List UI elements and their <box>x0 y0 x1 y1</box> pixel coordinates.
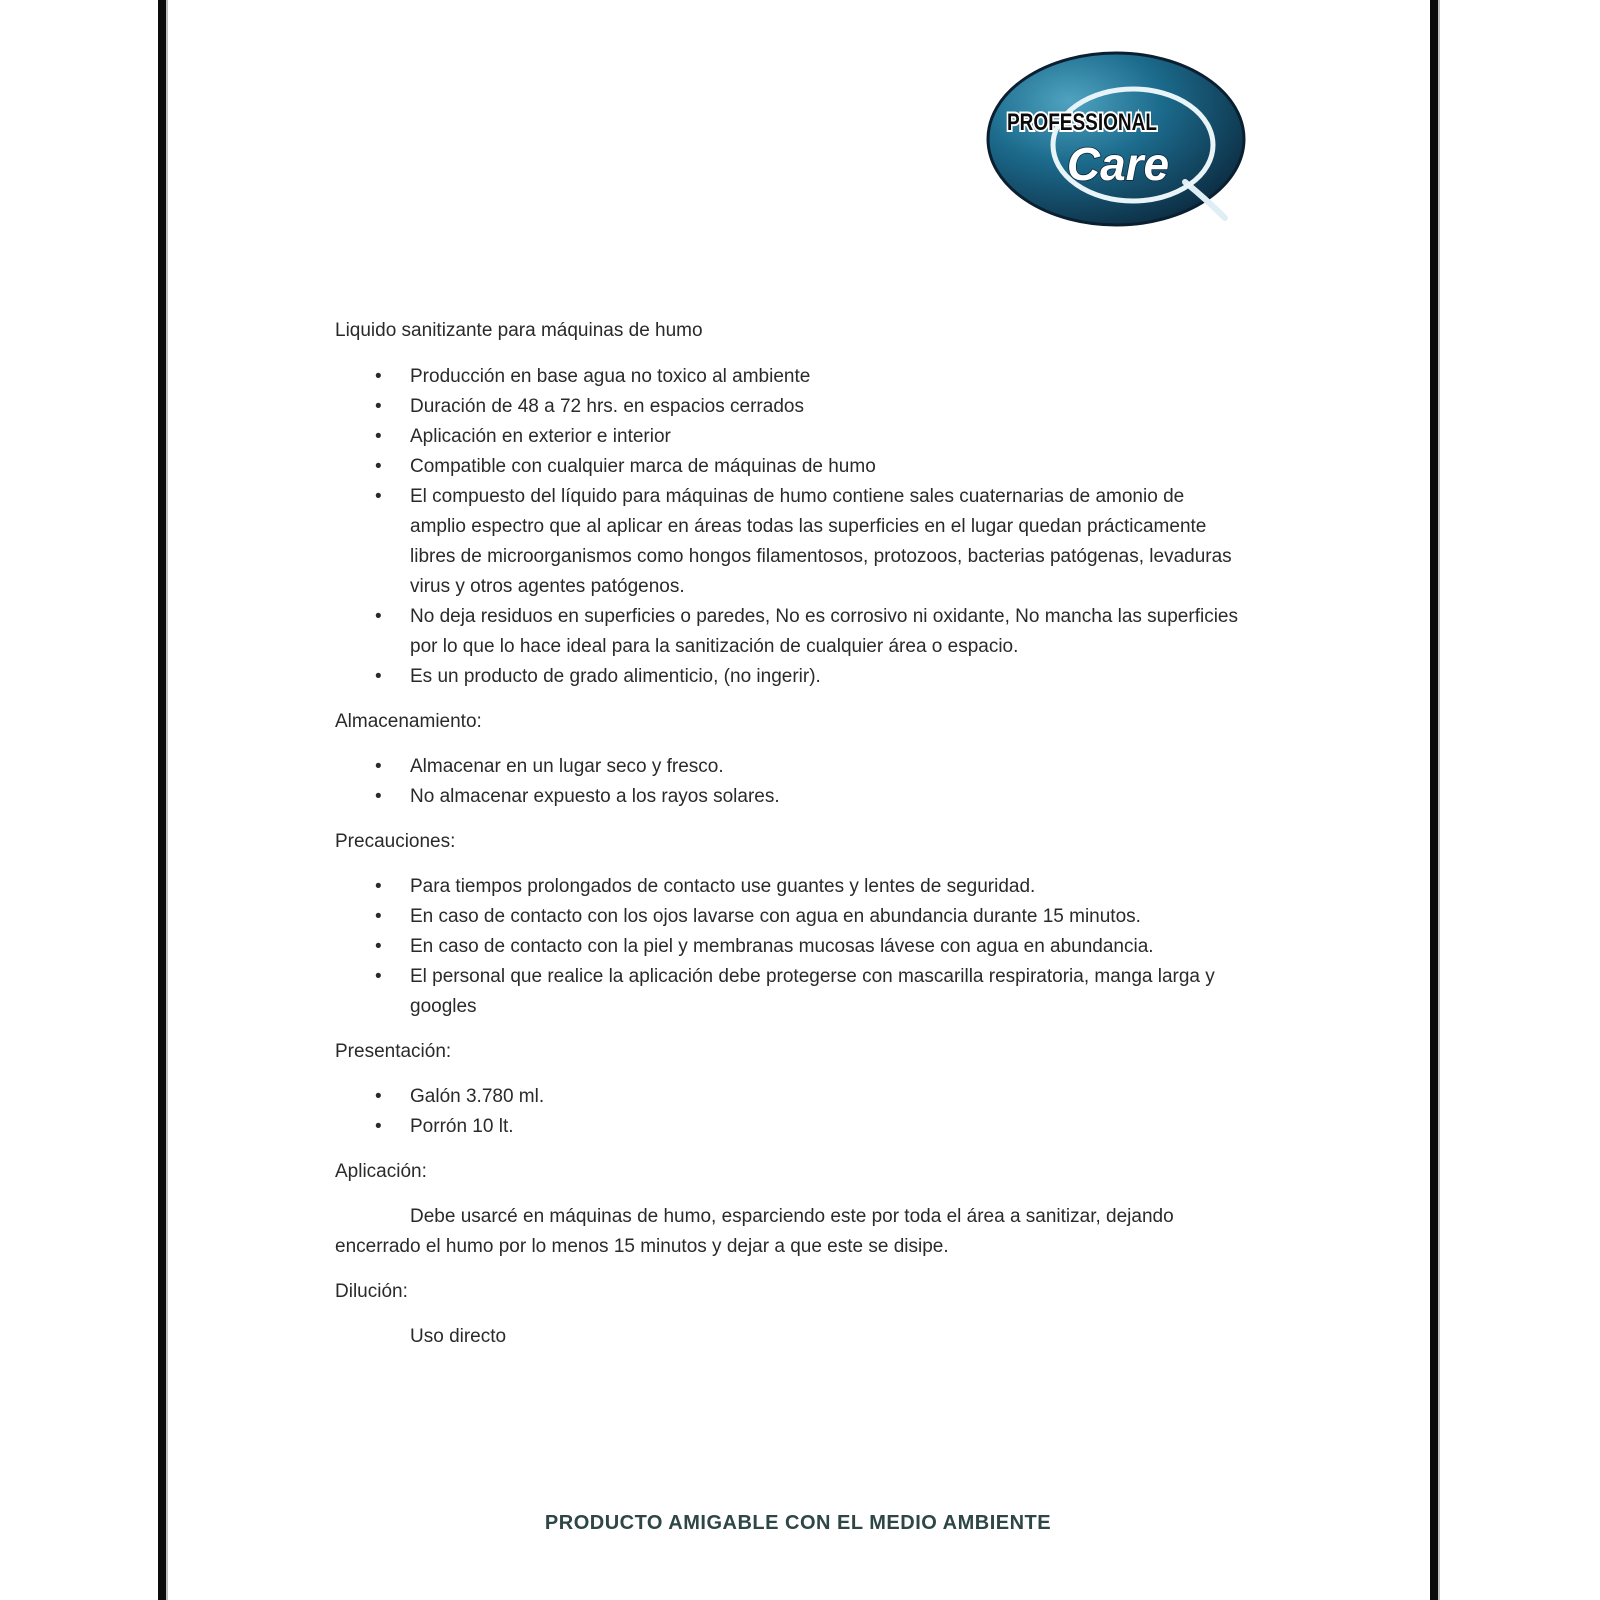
list-item: • El personal que realice la aplicación debe protegerse con mascarilla respiratoria, manga larga y googles <box>335 962 1240 1022</box>
list-item: • Compatible con cualquier marca de máquinas de humo <box>335 452 1240 482</box>
section-heading-application: Aplicación: <box>335 1161 427 1182</box>
application-paragraph: Debe usarcé en máquinas de humo, esparciendo este por toda el área a sanitizar, dejando encerrado el humo por lo menos 15 minutos y dejar a que este se disipe. <box>335 1206 1174 1257</box>
footer-statement: PRODUCTO AMIGABLE CON EL MEDIO AMBIENTE <box>544 1512 1052 1534</box>
section-heading-storage: Almacenamiento: <box>335 711 482 732</box>
logo-top-text: PROFESSIONAL <box>1007 109 1157 136</box>
left-border-bar <box>158 0 166 1600</box>
dilution-paragraph: Uso directo <box>410 1326 507 1347</box>
logo-bottom-text: Care <box>1066 138 1170 190</box>
intro-bullet-list <box>335 362 1240 692</box>
section-heading-dilution: Dilución: <box>335 1281 408 1302</box>
list-item: • Producción en base agua no toxico al ambiente <box>335 362 1240 392</box>
storage-bullet-list <box>335 752 1240 812</box>
list-item: • Duración de 48 a 72 hrs. en espacios cerrados <box>335 392 1240 422</box>
list-item: • Galón 3.780 ml. <box>335 1082 1240 1112</box>
list-item: • Porrón 10 lt. <box>335 1112 1240 1142</box>
list-item: • En caso de contacto con los ojos lavarse con agua en abundancia durante 15 minutos. <box>335 902 1240 932</box>
list-item: • No almacenar expuesto a los rayos solares. <box>335 782 1240 812</box>
list-item: • Para tiempos prolongados de contacto use guantes y lentes de seguridad. <box>335 872 1240 902</box>
precautions-bullet-list <box>335 872 1240 1022</box>
list-item: • Aplicación en exterior e interior <box>335 422 1240 452</box>
list-item: • No deja residuos en superficies o paredes, No es corrosivo ni oxidante, No mancha las superficies por lo que lo hace ideal para la sanitización de cualquier área o espacio. <box>335 602 1240 662</box>
section-heading-presentation: Presentación: <box>335 1041 452 1062</box>
document-body <box>335 316 1240 1367</box>
section-heading-precautions: Precauciones: <box>335 831 456 852</box>
list-item: • Almacenar en un lugar seco y fresco. <box>335 752 1240 782</box>
list-item: • El compuesto del líquido para máquinas de humo contiene sales cuaternarias de amonio de amplio espectro que al aplicar en áreas todas las superficies en el lugar quedan prácticamente libres de microorganismos como hongos filamentosos, protozoos, bacterias patógenas, levaduras virus y otros agentes patógenos. <box>335 482 1240 602</box>
page-title: Liquido sanitizante para máquinas de humo <box>335 320 703 341</box>
presentation-bullet-list <box>335 1082 1240 1142</box>
list-item: • En caso de contacto con la piel y membranas mucosas lávese con agua en abundancia. <box>335 932 1240 962</box>
list-item: • Es un producto de grado alimenticio, (no ingerir). <box>335 662 1240 692</box>
professional-care-logo <box>985 50 1247 228</box>
right-border-bar <box>1430 0 1438 1600</box>
